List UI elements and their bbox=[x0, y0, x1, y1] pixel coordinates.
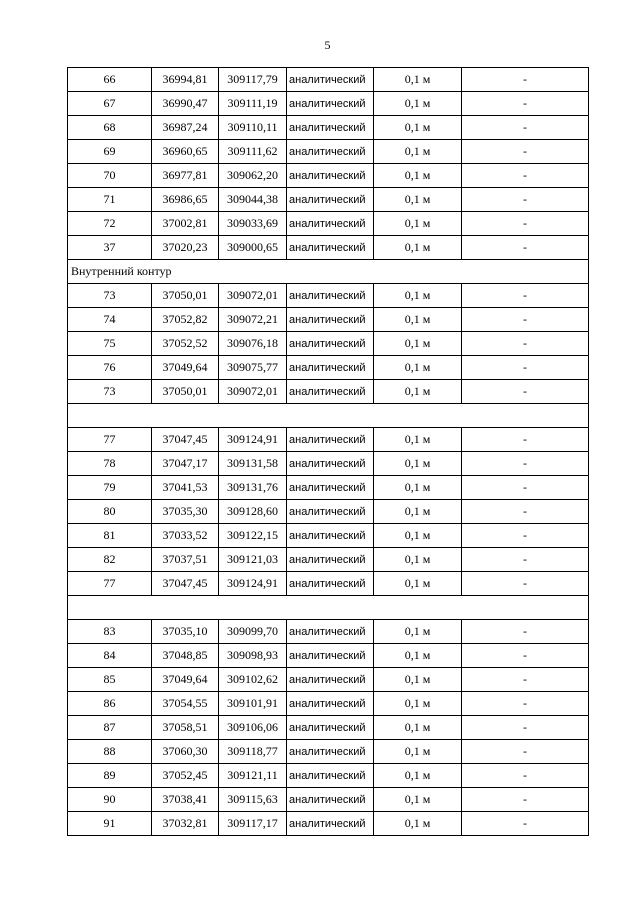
point-number-cell: 90 bbox=[68, 788, 152, 812]
point-number-cell: 77 bbox=[68, 572, 152, 596]
note-cell: - bbox=[462, 692, 589, 716]
method-cell: аналитический bbox=[287, 116, 374, 140]
table-row bbox=[68, 716, 589, 740]
table-row bbox=[68, 764, 589, 788]
accuracy-cell: 0,1 м bbox=[374, 140, 462, 164]
y-coordinate-cell: 309072,01 bbox=[219, 380, 287, 404]
accuracy-cell: 0,1 м bbox=[374, 164, 462, 188]
y-coordinate-cell: 309033,69 bbox=[219, 212, 287, 236]
y-coordinate-cell: 309072,21 bbox=[219, 308, 287, 332]
y-coordinate-cell: 309102,62 bbox=[219, 668, 287, 692]
method-cell: аналитический bbox=[287, 548, 374, 572]
accuracy-cell: 0,1 м bbox=[374, 500, 462, 524]
table-row bbox=[68, 164, 589, 188]
point-number-cell: 79 bbox=[68, 476, 152, 500]
method-cell: аналитический bbox=[287, 668, 374, 692]
x-coordinate-cell: 36977,81 bbox=[152, 164, 219, 188]
y-coordinate-cell: 309131,58 bbox=[219, 452, 287, 476]
x-coordinate-cell: 37050,01 bbox=[152, 380, 219, 404]
table-row bbox=[68, 428, 589, 452]
note-cell: - bbox=[462, 116, 589, 140]
y-coordinate-cell: 309098,93 bbox=[219, 644, 287, 668]
y-coordinate-cell: 309111,62 bbox=[219, 140, 287, 164]
point-number-cell: 71 bbox=[68, 188, 152, 212]
method-cell: аналитический bbox=[287, 188, 374, 212]
x-coordinate-cell: 37041,53 bbox=[152, 476, 219, 500]
note-cell: - bbox=[462, 356, 589, 380]
method-cell: аналитический bbox=[287, 164, 374, 188]
note-cell: - bbox=[462, 452, 589, 476]
accuracy-cell: 0,1 м bbox=[374, 548, 462, 572]
note-cell: - bbox=[462, 644, 589, 668]
note-cell: - bbox=[462, 620, 589, 644]
x-coordinate-cell: 36960,65 bbox=[152, 140, 219, 164]
x-coordinate-cell: 36994,81 bbox=[152, 68, 219, 92]
accuracy-cell: 0,1 м bbox=[374, 92, 462, 116]
y-coordinate-cell: 309117,17 bbox=[219, 812, 287, 836]
method-cell: аналитический bbox=[287, 308, 374, 332]
method-cell: аналитический bbox=[287, 452, 374, 476]
method-cell: аналитический bbox=[287, 788, 374, 812]
point-number-cell: 83 bbox=[68, 620, 152, 644]
note-cell: - bbox=[462, 140, 589, 164]
note-cell: - bbox=[462, 500, 589, 524]
method-cell: аналитический bbox=[287, 380, 374, 404]
point-number-cell: 80 bbox=[68, 500, 152, 524]
note-cell: - bbox=[462, 188, 589, 212]
note-cell: - bbox=[462, 236, 589, 260]
accuracy-cell: 0,1 м bbox=[374, 716, 462, 740]
note-cell: - bbox=[462, 812, 589, 836]
x-coordinate-cell: 37054,55 bbox=[152, 692, 219, 716]
accuracy-cell: 0,1 м bbox=[374, 212, 462, 236]
table-row bbox=[68, 692, 589, 716]
accuracy-cell: 0,1 м bbox=[374, 188, 462, 212]
accuracy-cell: 0,1 м bbox=[374, 452, 462, 476]
point-number-cell: 73 bbox=[68, 380, 152, 404]
x-coordinate-cell: 37050,01 bbox=[152, 284, 219, 308]
table-row bbox=[68, 524, 589, 548]
accuracy-cell: 0,1 м bbox=[374, 572, 462, 596]
x-coordinate-cell: 36987,24 bbox=[152, 116, 219, 140]
y-coordinate-cell: 309124,91 bbox=[219, 572, 287, 596]
page-number: 5 bbox=[324, 38, 331, 52]
x-coordinate-cell: 36990,47 bbox=[152, 92, 219, 116]
method-cell: аналитический bbox=[287, 620, 374, 644]
point-number-cell: 82 bbox=[68, 548, 152, 572]
table-row bbox=[68, 68, 589, 92]
method-cell: аналитический bbox=[287, 644, 374, 668]
x-coordinate-cell: 36986,65 bbox=[152, 188, 219, 212]
y-coordinate-cell: 309115,63 bbox=[219, 788, 287, 812]
x-coordinate-cell: 37037,51 bbox=[152, 548, 219, 572]
point-number-cell: 67 bbox=[68, 92, 152, 116]
point-number-cell: 81 bbox=[68, 524, 152, 548]
y-coordinate-cell: 309117,79 bbox=[219, 68, 287, 92]
y-coordinate-cell: 309099,70 bbox=[219, 620, 287, 644]
table-row bbox=[68, 572, 589, 596]
x-coordinate-cell: 37048,85 bbox=[152, 644, 219, 668]
point-number-cell: 88 bbox=[68, 740, 152, 764]
point-number-cell: 85 bbox=[68, 668, 152, 692]
note-cell: - bbox=[462, 572, 589, 596]
point-number-cell: 73 bbox=[68, 284, 152, 308]
accuracy-cell: 0,1 м bbox=[374, 476, 462, 500]
table-row bbox=[68, 500, 589, 524]
point-number-cell: 89 bbox=[68, 764, 152, 788]
note-cell: - bbox=[462, 668, 589, 692]
note-cell: - bbox=[462, 524, 589, 548]
method-cell: аналитический bbox=[287, 500, 374, 524]
section-row bbox=[68, 404, 589, 428]
method-cell: аналитический bbox=[287, 140, 374, 164]
y-coordinate-cell: 309076,18 bbox=[219, 332, 287, 356]
note-cell: - bbox=[462, 788, 589, 812]
method-cell: аналитический bbox=[287, 68, 374, 92]
section-row bbox=[68, 260, 589, 284]
accuracy-cell: 0,1 м bbox=[374, 356, 462, 380]
note-cell: - bbox=[462, 716, 589, 740]
accuracy-cell: 0,1 м bbox=[374, 668, 462, 692]
accuracy-cell: 0,1 м bbox=[374, 332, 462, 356]
section-label bbox=[68, 404, 589, 428]
accuracy-cell: 0,1 м bbox=[374, 236, 462, 260]
note-cell: - bbox=[462, 92, 589, 116]
method-cell: аналитический bbox=[287, 92, 374, 116]
note-cell: - bbox=[462, 764, 589, 788]
x-coordinate-cell: 37038,41 bbox=[152, 788, 219, 812]
method-cell: аналитический bbox=[287, 284, 374, 308]
x-coordinate-cell: 37047,45 bbox=[152, 428, 219, 452]
accuracy-cell: 0,1 м bbox=[374, 524, 462, 548]
point-number-cell: 70 bbox=[68, 164, 152, 188]
table-row bbox=[68, 476, 589, 500]
y-coordinate-cell: 309121,03 bbox=[219, 548, 287, 572]
y-coordinate-cell: 309118,77 bbox=[219, 740, 287, 764]
point-number-cell: 78 bbox=[68, 452, 152, 476]
table-row bbox=[68, 668, 589, 692]
table-row bbox=[68, 644, 589, 668]
note-cell: - bbox=[462, 428, 589, 452]
section-row bbox=[68, 596, 589, 620]
table-row bbox=[68, 548, 589, 572]
y-coordinate-cell: 309111,19 bbox=[219, 92, 287, 116]
y-coordinate-cell: 309106,06 bbox=[219, 716, 287, 740]
point-number-cell: 72 bbox=[68, 212, 152, 236]
table-row bbox=[68, 212, 589, 236]
coordinates-table-body bbox=[68, 68, 589, 836]
note-cell: - bbox=[462, 548, 589, 572]
accuracy-cell: 0,1 м bbox=[374, 644, 462, 668]
x-coordinate-cell: 37047,45 bbox=[152, 572, 219, 596]
table-row bbox=[68, 812, 589, 836]
point-number-cell: 75 bbox=[68, 332, 152, 356]
method-cell: аналитический bbox=[287, 692, 374, 716]
section-label: Внутренний контур bbox=[68, 260, 589, 284]
x-coordinate-cell: 37020,23 bbox=[152, 236, 219, 260]
method-cell: аналитический bbox=[287, 764, 374, 788]
point-number-cell: 91 bbox=[68, 812, 152, 836]
y-coordinate-cell: 309128,60 bbox=[219, 500, 287, 524]
point-number-cell: 87 bbox=[68, 716, 152, 740]
point-number-cell: 69 bbox=[68, 140, 152, 164]
accuracy-cell: 0,1 м bbox=[374, 740, 462, 764]
accuracy-cell: 0,1 м bbox=[374, 68, 462, 92]
method-cell: аналитический bbox=[287, 524, 374, 548]
note-cell: - bbox=[462, 740, 589, 764]
method-cell: аналитический bbox=[287, 812, 374, 836]
note-cell: - bbox=[462, 212, 589, 236]
method-cell: аналитический bbox=[287, 428, 374, 452]
note-cell: - bbox=[462, 308, 589, 332]
accuracy-cell: 0,1 м bbox=[374, 812, 462, 836]
y-coordinate-cell: 309044,38 bbox=[219, 188, 287, 212]
point-number-cell: 68 bbox=[68, 116, 152, 140]
accuracy-cell: 0,1 м bbox=[374, 692, 462, 716]
point-number-cell: 66 bbox=[68, 68, 152, 92]
note-cell: - bbox=[462, 68, 589, 92]
accuracy-cell: 0,1 м bbox=[374, 428, 462, 452]
method-cell: аналитический bbox=[287, 332, 374, 356]
y-coordinate-cell: 309124,91 bbox=[219, 428, 287, 452]
table-row bbox=[68, 740, 589, 764]
x-coordinate-cell: 37052,45 bbox=[152, 764, 219, 788]
section-label bbox=[68, 596, 589, 620]
method-cell: аналитический bbox=[287, 572, 374, 596]
method-cell: аналитический bbox=[287, 212, 374, 236]
y-coordinate-cell: 309121,11 bbox=[219, 764, 287, 788]
y-coordinate-cell: 309131,76 bbox=[219, 476, 287, 500]
coordinates-table bbox=[67, 67, 589, 836]
table-row bbox=[68, 380, 589, 404]
y-coordinate-cell: 309110,11 bbox=[219, 116, 287, 140]
note-cell: - bbox=[462, 380, 589, 404]
y-coordinate-cell: 309072,01 bbox=[219, 284, 287, 308]
table-row bbox=[68, 140, 589, 164]
x-coordinate-cell: 37052,82 bbox=[152, 308, 219, 332]
accuracy-cell: 0,1 м bbox=[374, 620, 462, 644]
x-coordinate-cell: 37052,52 bbox=[152, 332, 219, 356]
x-coordinate-cell: 37035,30 bbox=[152, 500, 219, 524]
point-number-cell: 77 bbox=[68, 428, 152, 452]
note-cell: - bbox=[462, 164, 589, 188]
method-cell: аналитический bbox=[287, 740, 374, 764]
x-coordinate-cell: 37049,64 bbox=[152, 356, 219, 380]
table-row bbox=[68, 620, 589, 644]
note-cell: - bbox=[462, 332, 589, 356]
x-coordinate-cell: 37047,17 bbox=[152, 452, 219, 476]
point-number-cell: 37 bbox=[68, 236, 152, 260]
method-cell: аналитический bbox=[287, 476, 374, 500]
table-row bbox=[68, 308, 589, 332]
accuracy-cell: 0,1 м bbox=[374, 284, 462, 308]
accuracy-cell: 0,1 м bbox=[374, 764, 462, 788]
table-row bbox=[68, 332, 589, 356]
table-row bbox=[68, 356, 589, 380]
accuracy-cell: 0,1 м bbox=[374, 380, 462, 404]
method-cell: аналитический bbox=[287, 356, 374, 380]
x-coordinate-cell: 37058,51 bbox=[152, 716, 219, 740]
y-coordinate-cell: 309101,91 bbox=[219, 692, 287, 716]
y-coordinate-cell: 309075,77 bbox=[219, 356, 287, 380]
table-row bbox=[68, 188, 589, 212]
point-number-cell: 74 bbox=[68, 308, 152, 332]
table-row bbox=[68, 788, 589, 812]
table-row bbox=[68, 284, 589, 308]
accuracy-cell: 0,1 м bbox=[374, 308, 462, 332]
table-row bbox=[68, 452, 589, 476]
y-coordinate-cell: 309062,20 bbox=[219, 164, 287, 188]
x-coordinate-cell: 37060,30 bbox=[152, 740, 219, 764]
x-coordinate-cell: 37033,52 bbox=[152, 524, 219, 548]
point-number-cell: 84 bbox=[68, 644, 152, 668]
accuracy-cell: 0,1 м bbox=[374, 116, 462, 140]
x-coordinate-cell: 37049,64 bbox=[152, 668, 219, 692]
y-coordinate-cell: 309000,65 bbox=[219, 236, 287, 260]
x-coordinate-cell: 37002,81 bbox=[152, 212, 219, 236]
note-cell: - bbox=[462, 476, 589, 500]
point-number-cell: 76 bbox=[68, 356, 152, 380]
point-number-cell: 86 bbox=[68, 692, 152, 716]
x-coordinate-cell: 37032,81 bbox=[152, 812, 219, 836]
table-row bbox=[68, 236, 589, 260]
method-cell: аналитический bbox=[287, 716, 374, 740]
x-coordinate-cell: 37035,10 bbox=[152, 620, 219, 644]
note-cell: - bbox=[462, 284, 589, 308]
table-row bbox=[68, 116, 589, 140]
accuracy-cell: 0,1 м bbox=[374, 788, 462, 812]
table-row bbox=[68, 92, 589, 116]
method-cell: аналитический bbox=[287, 236, 374, 260]
y-coordinate-cell: 309122,15 bbox=[219, 524, 287, 548]
